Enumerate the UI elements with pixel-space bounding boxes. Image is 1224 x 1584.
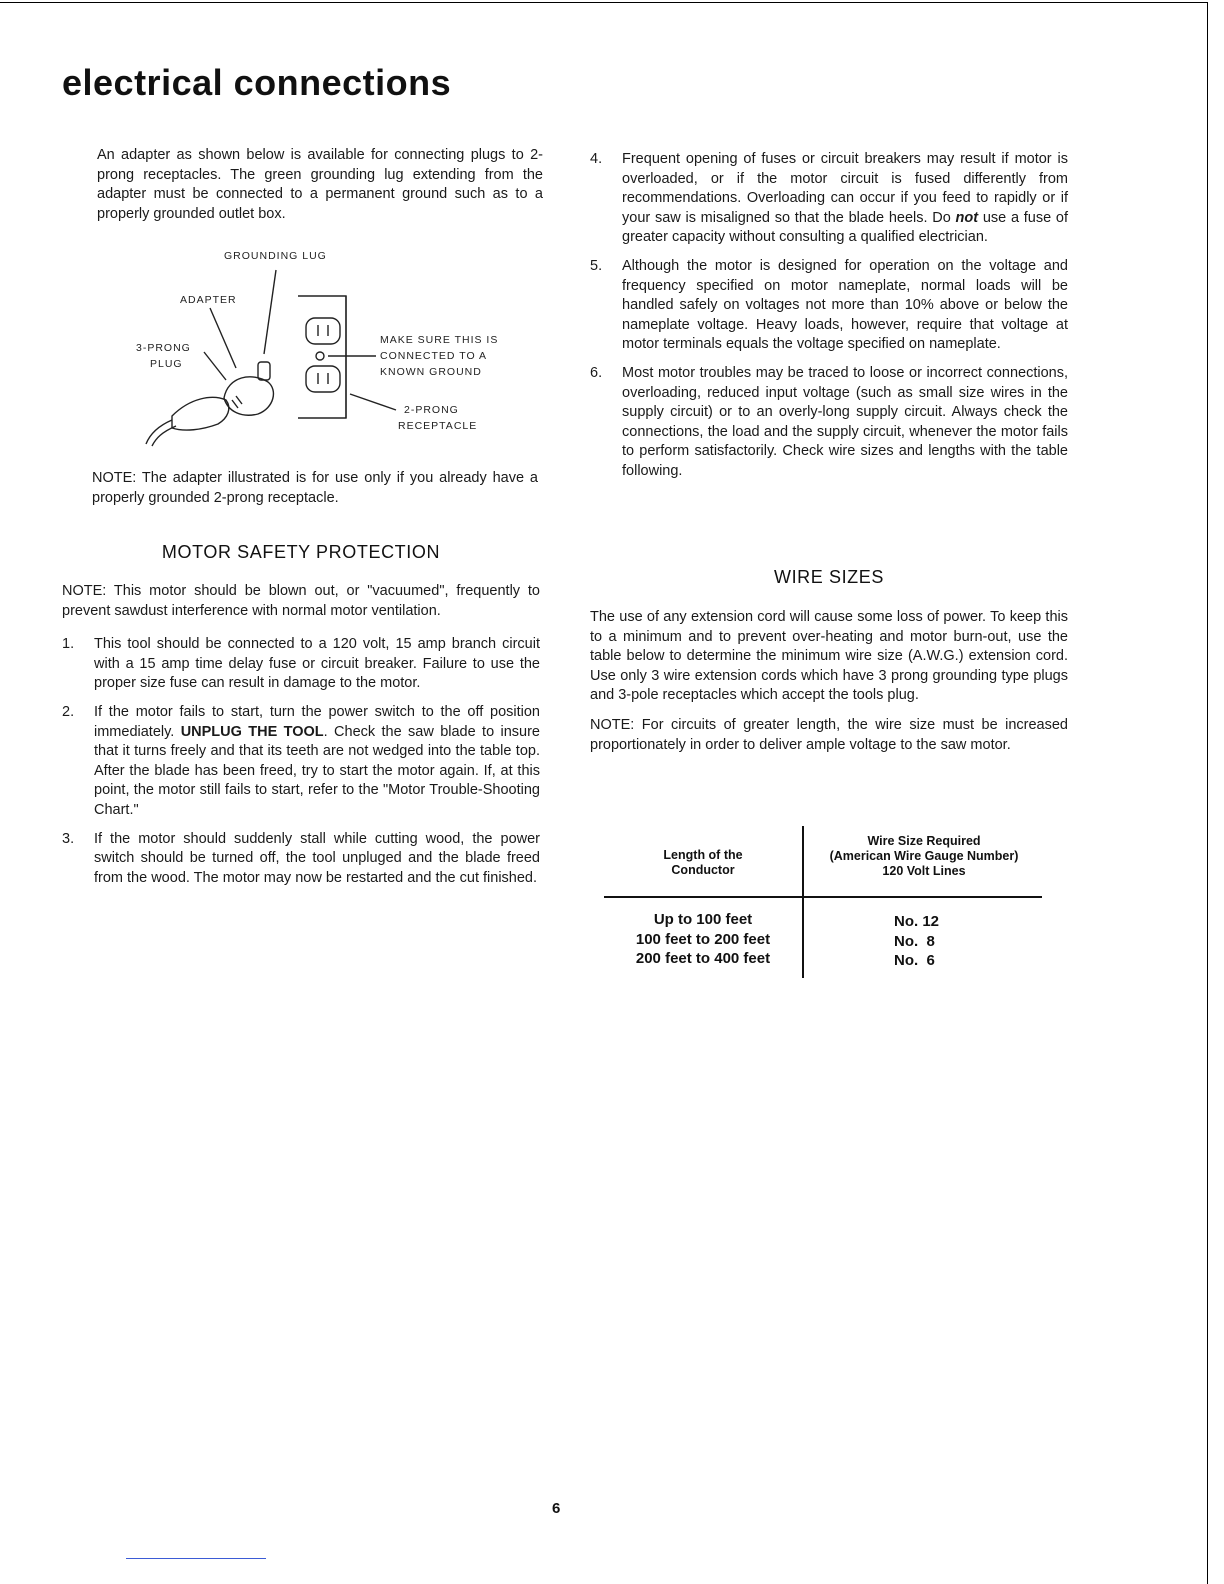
item-number: 1.	[62, 636, 75, 653]
list-item	[590, 364, 1068, 482]
motor-safety-section	[62, 582, 540, 897]
item-text-part: use a fuse of greater capacity without consulting a qualified electrician.	[622, 209, 1068, 246]
ground-screw	[316, 352, 324, 360]
wire-sizes-paragraph: The use of any extension cord will cause some loss of power. To keep this to a minimum and to prevent over-heating and motor burn-out, use the table below to determine the minimum wire size (A.W.G.) extension cord. Use only 3 wire extension cords which have 3 prong grounding type plugs and 3-pole receptacles which accept the tools plug.	[590, 609, 1068, 704]
item-text: This tool should be connected to a 120 volt, 15 amp branch circuit with a 15 amp time delay fuse or circuit breaker. Failure to use the proper size fuse can result in damage to the motor.	[94, 636, 540, 692]
label-make-sure-line1: MAKE SURE THIS IS	[380, 334, 499, 346]
motor-safety-list-left	[62, 635, 540, 888]
header-line: 120 Volt Lines	[882, 864, 966, 878]
label-make-sure-line2: CONNECTED TO A	[380, 350, 487, 362]
page-border-top	[0, 2, 1208, 3]
table-header-rule	[604, 896, 1042, 898]
receptacle-leader	[350, 394, 396, 410]
wire-note-body: : For circuits of greater length, the wire size must be increased proportionately in order to deliver ample voltage to the saw motor.	[590, 716, 1068, 753]
adapter-intro-text: An adapter as shown below is available for connecting plugs to 2-prong receptacles. The green grounding lug extending from the adapter must be connected to a permanent ground such as to a properly grounded outlet box.	[97, 147, 543, 222]
adapter-note-text	[92, 469, 538, 508]
note-label: NOTE	[590, 716, 631, 733]
grounding-lug	[258, 362, 270, 380]
motor-safety-list-right	[590, 150, 1068, 482]
three-prong-plug	[172, 397, 229, 430]
column-header-length	[604, 848, 802, 878]
header-line: Conductor	[671, 863, 735, 877]
motor-safety-continued	[590, 150, 1068, 491]
label-receptacle-line2: RECEPTACLE	[398, 420, 478, 432]
heading-wire-sizes: WIRE SIZES	[773, 567, 884, 587]
list-item	[590, 257, 1068, 355]
page-title: electrical connections	[62, 62, 452, 103]
item-text-part: If the motor fails to start, turn the power switch to the off position immediately.	[94, 703, 540, 740]
note-label: NOTE	[92, 470, 133, 486]
column-header-wire-size	[804, 834, 1044, 879]
note-label: NOTE	[62, 583, 103, 599]
item-number: 2.	[62, 703, 75, 720]
plug-leader	[204, 352, 226, 380]
table-cell-length: Up to 100 feet	[653, 911, 753, 928]
wire-sizes-note	[590, 716, 1068, 755]
label-make-sure-line3: KNOWN GROUND	[380, 366, 482, 378]
list-item	[62, 703, 540, 821]
list-item	[590, 150, 1068, 248]
unplug-emphasis: UNPLUG THE TOOL	[180, 723, 324, 740]
item-text-part: Frequent opening of fuses or circuit breakers may result if motor is overloaded, or if the motor circuit is fused differently from recommendations. Overloading can occur if you feed to rapidly or if your saw is misaligned so that the blade heels. Do	[622, 151, 1068, 226]
adapter-diagram	[128, 248, 518, 448]
label-adapter: ADAPTER	[180, 294, 237, 306]
table-cell-awg: No. 6	[894, 952, 935, 969]
wall-plate	[298, 296, 346, 418]
table-cell-length: 100 feet to 200 feet	[635, 931, 771, 948]
adapter-leader	[210, 308, 236, 368]
wire-size-table	[604, 826, 1044, 982]
header-line: (American Wire Gauge Number)	[829, 849, 1019, 863]
header-line: Wire Size Required	[867, 834, 981, 848]
label-plug-line2: PLUG	[150, 358, 183, 370]
motor-note-body: : This motor should be blown out, or "vacuumed", frequently to prevent sawdust interference with normal motor ventilation.	[62, 583, 540, 619]
item-number: 5.	[590, 257, 603, 274]
motor-note	[62, 582, 540, 621]
item-text	[622, 150, 1068, 248]
table-cell-awg: No. 12	[894, 913, 940, 930]
table-cell-length: 200 feet to 400 feet	[635, 950, 771, 967]
item-text: Although the motor is designed for operation on the voltage and frequency specified on motor nameplate, normal loads will be handled safely on voltages not more than 10% above or below the nameplate voltage. Heavy loads, however, require that voltage at motor terminals equals the voltage specified on nameplate.	[622, 257, 1068, 353]
label-grounding-lug: GROUNDING LUG	[224, 250, 327, 262]
item-number: 6.	[590, 364, 603, 381]
label-plug-line1: 3-PRONG	[136, 342, 191, 354]
item-text-part: . Check the saw blade to insure that it turns freely and that its teeth are not wedged into the table top. After the blade has been freed, try to start the motor again. If, at this point, the motor still fails to start, refer to the "Motor Trouble-Shooting Chart."	[94, 723, 540, 818]
item-number: 4.	[590, 151, 603, 167]
underline-fragment	[126, 1558, 266, 1559]
grounding-lug-leader	[264, 270, 276, 354]
adapter-note-body: : The adapter illustrated is for use only if you already have a properly grounded 2-prong receptacle.	[92, 470, 538, 506]
item-number: 3.	[62, 830, 75, 847]
list-item	[62, 635, 540, 694]
item-text	[94, 703, 540, 821]
label-receptacle-line1: 2-PRONG	[404, 404, 459, 416]
item-text: If the motor should suddenly stall while cutting wood, the power switch should be turned off, the tool unpluged and the blade freed from the wood. The motor may now be restarted and the cut finished.	[94, 830, 540, 886]
adapter-body	[224, 377, 273, 415]
heading-motor-safety: MOTOR SAFETY PROTECTION	[161, 542, 441, 562]
page-number: 6	[552, 1500, 561, 1517]
outlet-lower	[306, 366, 340, 392]
wire-sizes-section	[590, 608, 1068, 755]
adapter-intro	[97, 146, 543, 224]
item-text: Most motor troubles may be traced to loose or incorrect connections, overloading, reduced input voltage (such as small size wires in the supply circuit) or to an overly-long supply circuit. Always check the connections, the load and the supply circuit, whenever the motor fails to perform satisfactorily. Check wire sizes and lengths with the table following.	[622, 364, 1068, 479]
cord	[146, 420, 172, 444]
outlet-upper	[306, 318, 340, 344]
adapter-note	[92, 469, 538, 508]
page-border-right	[1207, 2, 1208, 1584]
not-emphasis: not	[955, 209, 979, 226]
list-item	[62, 830, 540, 889]
table-cell-awg: No. 8	[894, 933, 935, 950]
header-line: Length of the	[663, 848, 743, 862]
